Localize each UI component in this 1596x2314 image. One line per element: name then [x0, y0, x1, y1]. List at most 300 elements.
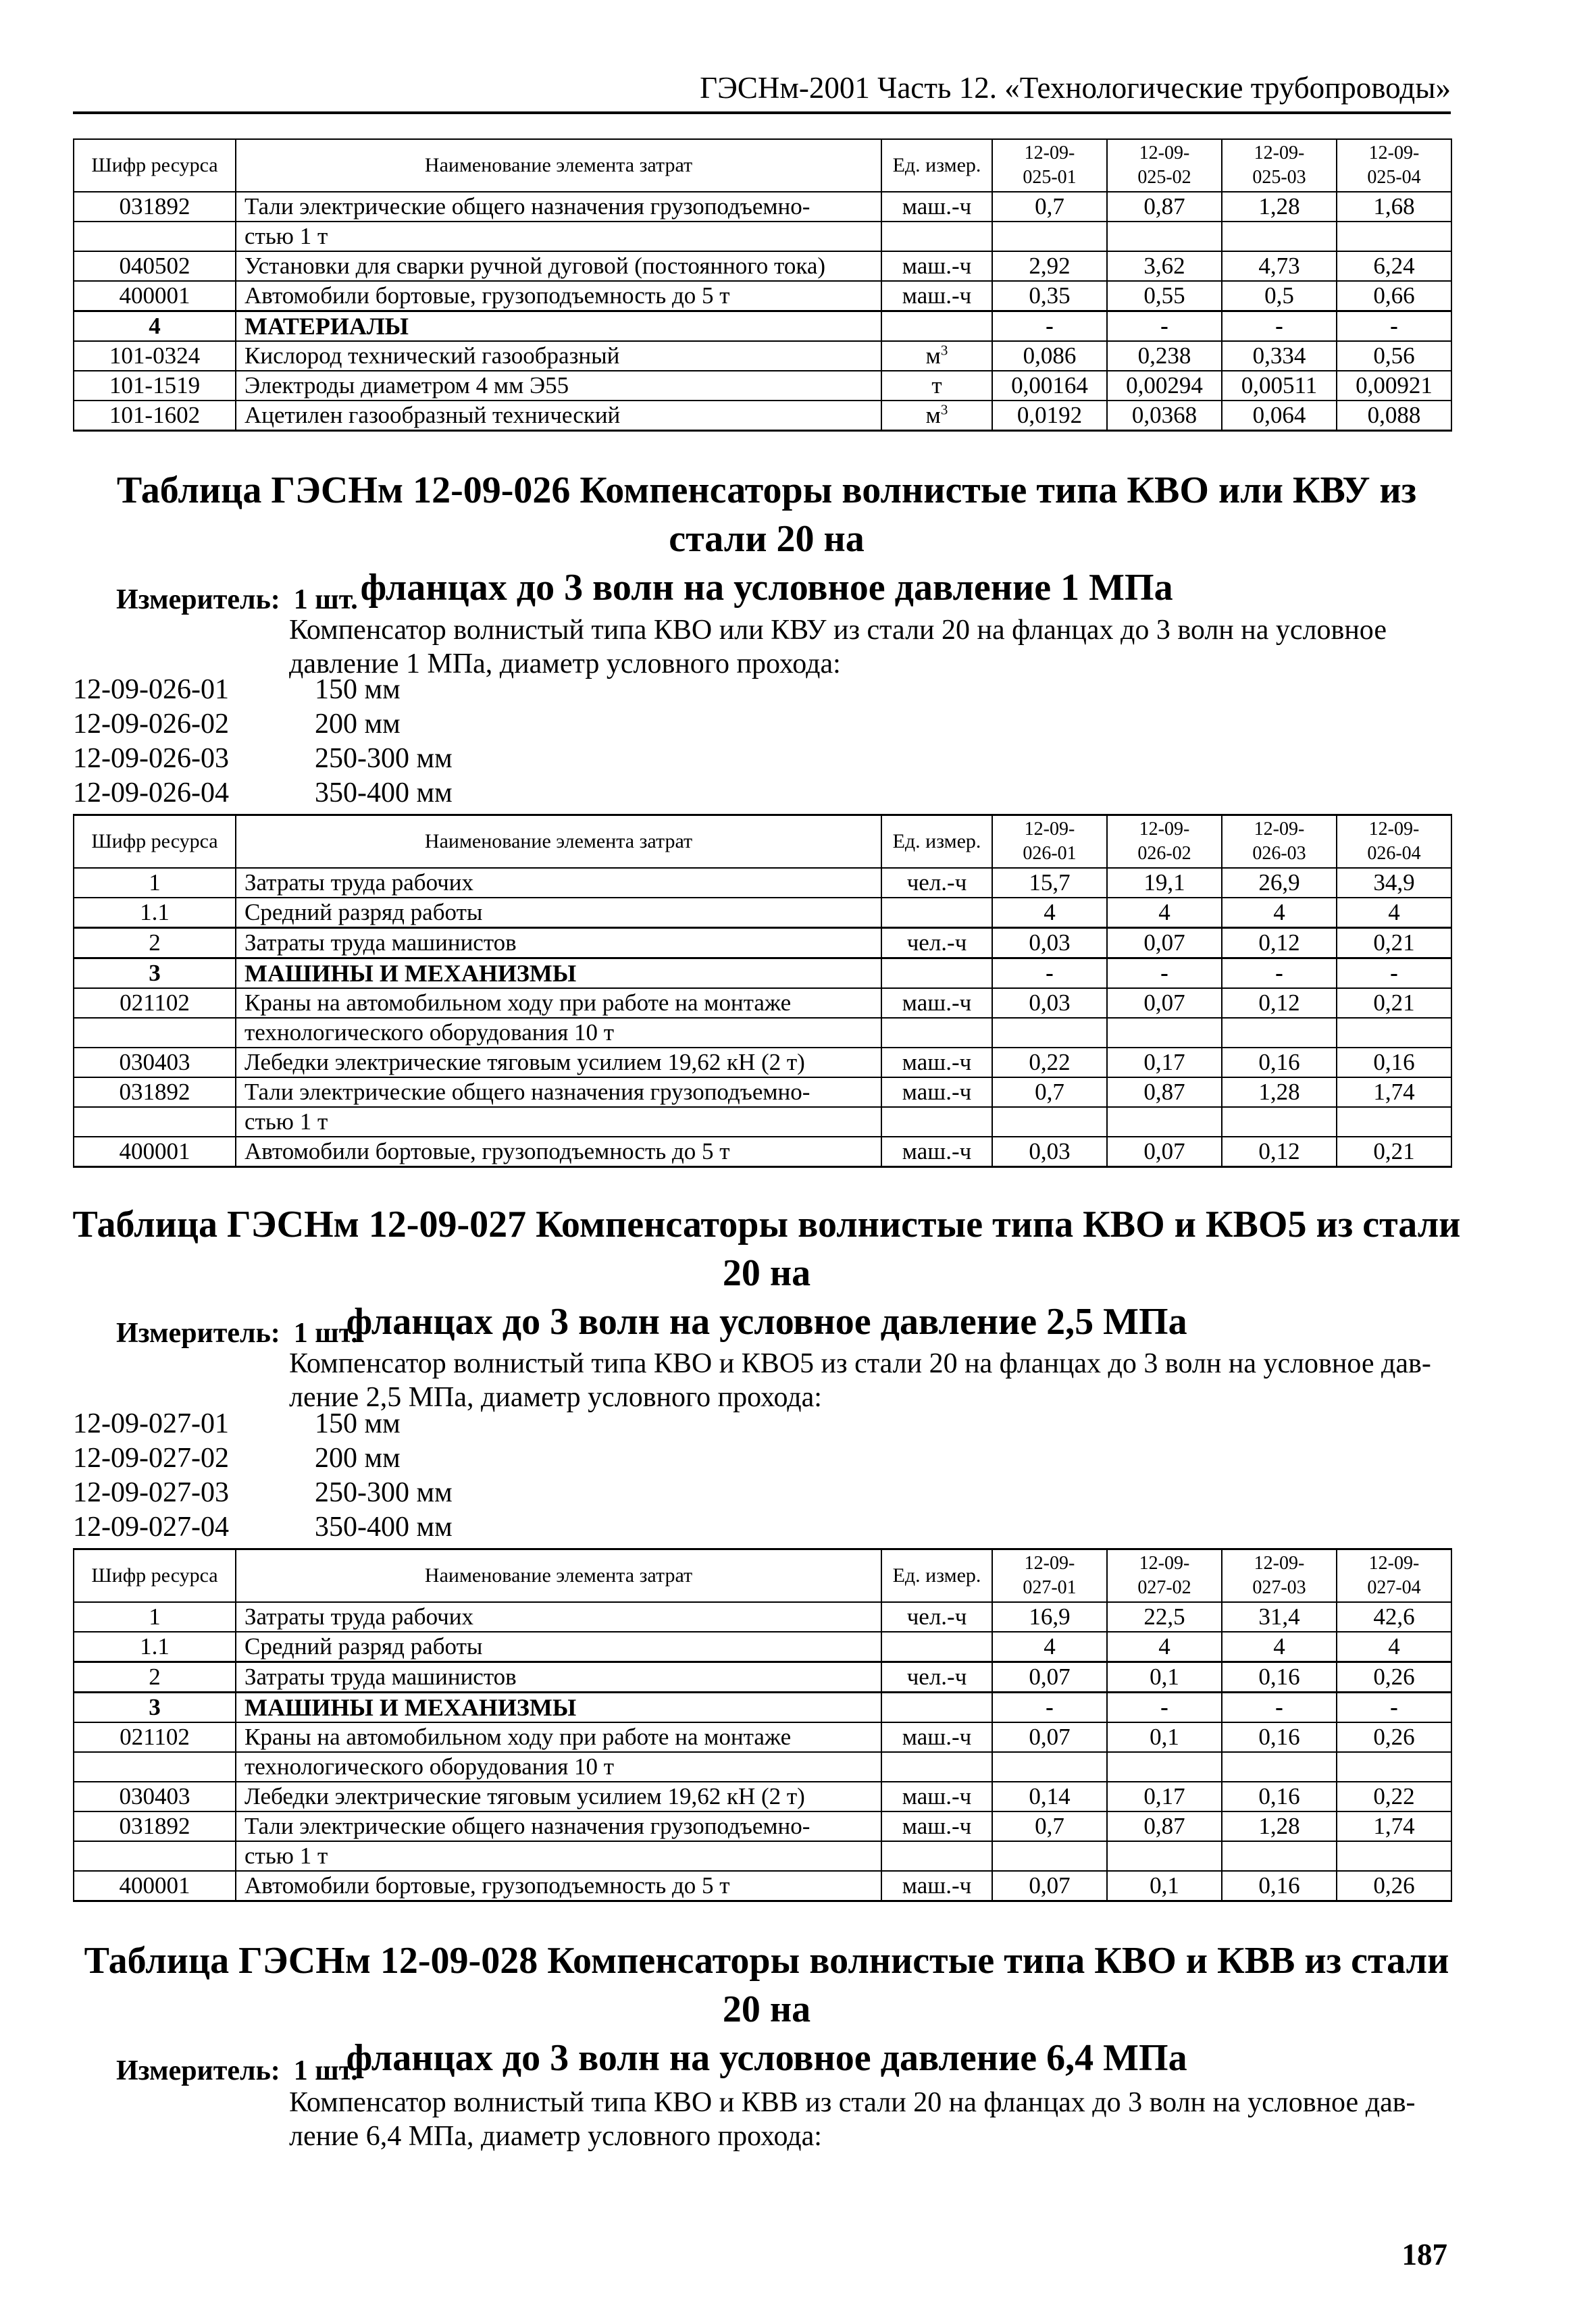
- value-cell: 0,87: [1107, 1811, 1222, 1841]
- variant-row: [73, 1510, 453, 1545]
- col-header-code: Шифр ресурса: [74, 1549, 236, 1603]
- col-header-variant: 12-09- 026-01: [992, 815, 1107, 869]
- col-header-variant: 12-09- 027-01: [992, 1549, 1107, 1603]
- table-body: [74, 868, 1451, 1167]
- unit-cell: маш.-ч: [881, 1048, 992, 1077]
- table-row: [74, 1811, 1451, 1841]
- table-row: [74, 1841, 1451, 1871]
- unit-cell: маш.-ч: [881, 251, 992, 281]
- col-header-variant: 12-09- 027-02: [1107, 1549, 1222, 1603]
- value-cell: [1222, 1752, 1337, 1782]
- unit-cell: маш.-ч: [881, 281, 992, 311]
- description-line: ление 2,5 МПа, диаметр условного прохода:: [289, 1382, 822, 1413]
- variant-code: 12-09-027-02: [73, 1443, 229, 1474]
- value-cell: -: [1222, 958, 1337, 989]
- value-cell: [1337, 1841, 1451, 1871]
- variant-code: 12-09-026-04: [73, 777, 229, 808]
- col-header-code: Шифр ресурса: [74, 815, 236, 869]
- value-cell: -: [1337, 958, 1451, 989]
- value-cell: 0,03: [992, 928, 1107, 958]
- resource-name: Средний разряд работы: [236, 1632, 881, 1662]
- table-row: [74, 988, 1451, 1018]
- unit-cell: [881, 958, 992, 989]
- resource-code: 021102: [74, 988, 236, 1018]
- value-cell: 0,7: [992, 1811, 1107, 1841]
- value-cell: 4: [1222, 1632, 1337, 1662]
- table-row: [74, 1602, 1451, 1632]
- table-title-line: фланцах до 3 волн на условное давление 2,5 МПа: [346, 1301, 1187, 1343]
- variant-size: 200 мм: [315, 1443, 401, 1474]
- resource-code: 1.1: [74, 898, 236, 928]
- meter-label: Измеритель:: [116, 584, 280, 615]
- value-cell: [1107, 1752, 1222, 1782]
- value-cell: 0,1: [1107, 1662, 1222, 1693]
- value-cell: 4: [1107, 1632, 1222, 1662]
- resource-name: Установки для сварки ручной дуговой (постоянного тока): [236, 251, 881, 281]
- col-header-code: Шифр ресурса: [74, 139, 236, 192]
- table-body: [74, 192, 1451, 431]
- value-cell: 0,1: [1107, 1871, 1222, 1901]
- value-cell: [992, 1841, 1107, 1871]
- value-cell: 0,07: [992, 1871, 1107, 1901]
- value-cell: 0,086: [992, 341, 1107, 371]
- resource-name: Ацетилен газообразный технический: [236, 401, 881, 431]
- resource-table-026: [73, 814, 1452, 1168]
- value-cell: 0,03: [992, 1137, 1107, 1167]
- unit-cell: маш.-ч: [881, 1722, 992, 1752]
- resource-code: 1: [74, 1602, 236, 1632]
- variant-row: [73, 1441, 453, 1476]
- value-cell: 0,35: [992, 281, 1107, 311]
- table-row: [74, 1722, 1451, 1752]
- description-line: ление 6,4 МПа, диаметр условного прохода:: [289, 2121, 822, 2152]
- value-cell: 4: [1337, 1632, 1451, 1662]
- table-row: [74, 1632, 1451, 1662]
- variant-code: 12-09-027-01: [73, 1408, 229, 1439]
- value-cell: 0,21: [1337, 988, 1451, 1018]
- resource-name: Электроды диаметром 4 мм Э55: [236, 371, 881, 401]
- resource-code: 2: [74, 1662, 236, 1693]
- table-row: [74, 401, 1451, 431]
- value-cell: 0,00511: [1222, 371, 1337, 401]
- table-title-line: Таблица ГЭСНм 12-09-026 Компенсаторы волнистые типа КВО или КВУ из стали 20 на: [116, 469, 1417, 560]
- table-title-line: фланцах до 3 волн на условное давление 1 МПа: [360, 567, 1173, 609]
- resource-name: технологического оборудования 10 т: [236, 1018, 881, 1048]
- value-cell: 0,17: [1107, 1048, 1222, 1077]
- value-cell: [992, 222, 1107, 251]
- table-row: [74, 1137, 1451, 1167]
- value-cell: 0,064: [1222, 401, 1337, 431]
- value-cell: 1,28: [1222, 1077, 1337, 1107]
- table-body: [74, 1602, 1451, 1901]
- value-cell: 1,28: [1222, 192, 1337, 222]
- resource-code: 031892: [74, 1811, 236, 1841]
- variant-size: 150 мм: [315, 674, 401, 705]
- unit-cell: [881, 341, 992, 371]
- table-header-row: [74, 1549, 1451, 1603]
- resource-code: 031892: [74, 1077, 236, 1107]
- unit-cell: маш.-ч: [881, 1782, 992, 1811]
- value-cell: 0,12: [1222, 928, 1337, 958]
- resource-name: стью 1 т: [236, 222, 881, 251]
- table-row: [74, 928, 1451, 958]
- value-cell: 0,7: [992, 192, 1107, 222]
- table-title-line: Таблица ГЭСНм 12-09-027 Компенсаторы волнистые типа КВО и КВО5 из стали 20 на: [72, 1204, 1461, 1294]
- value-cell: 0,5: [1222, 281, 1337, 311]
- resource-code: 3: [74, 1693, 236, 1723]
- resource-code: 021102: [74, 1722, 236, 1752]
- resource-code: 2: [74, 928, 236, 958]
- resource-code: [74, 1841, 236, 1871]
- col-header-unit: Ед. измер.: [881, 1549, 992, 1603]
- value-cell: 1,74: [1337, 1077, 1451, 1107]
- unit-text: м: [925, 402, 941, 428]
- value-cell: 42,6: [1337, 1602, 1451, 1632]
- resource-name: МАТЕРИАЛЫ: [236, 311, 881, 342]
- value-cell: 0,1: [1107, 1722, 1222, 1752]
- resource-code: [74, 1107, 236, 1137]
- table-row: [74, 958, 1451, 989]
- resource-code: 400001: [74, 1137, 236, 1167]
- variant-row: [73, 742, 453, 776]
- value-cell: 4: [992, 898, 1107, 928]
- table-title-line: Таблица ГЭСНм 12-09-028 Компенсаторы волнистые типа КВО и КВВ из стали 20 на: [84, 1940, 1449, 2030]
- resource-code: 030403: [74, 1048, 236, 1077]
- resource-name: Тали электрические общего назначения грузоподъемно-: [236, 192, 881, 222]
- table-row: [74, 341, 1451, 371]
- value-cell: [1107, 1107, 1222, 1137]
- resource-code: 1: [74, 868, 236, 898]
- value-cell: 0,07: [1107, 1137, 1222, 1167]
- table-header-row: [74, 815, 1451, 869]
- value-cell: [1337, 222, 1451, 251]
- variant-row: [73, 1476, 453, 1510]
- unit-cell: маш.-ч: [881, 1811, 992, 1841]
- value-cell: -: [1222, 1693, 1337, 1723]
- value-cell: [992, 1107, 1107, 1137]
- unit-cell: [881, 311, 992, 342]
- value-cell: 0,21: [1337, 1137, 1451, 1167]
- resource-name: Тали электрические общего назначения грузоподъемно-: [236, 1077, 881, 1107]
- col-header-variant: 12-09- 025-02: [1107, 139, 1222, 192]
- value-cell: [1337, 1752, 1451, 1782]
- table-row: [74, 1107, 1451, 1137]
- value-cell: 0,16: [1337, 1048, 1451, 1077]
- unit-cell: чел.-ч: [881, 1602, 992, 1632]
- unit-cell: [881, 1632, 992, 1662]
- table-row: [74, 192, 1451, 222]
- value-cell: 0,088: [1337, 401, 1451, 431]
- col-header-name: Наименование элемента затрат: [236, 815, 881, 869]
- value-cell: 0,16: [1222, 1722, 1337, 1752]
- value-cell: -: [1222, 311, 1337, 342]
- resource-code: 031892: [74, 192, 236, 222]
- meter-value: 1 шт.: [293, 1318, 358, 1349]
- value-cell: 0,334: [1222, 341, 1337, 371]
- value-cell: 0,0192: [992, 401, 1107, 431]
- col-header-variant: 12-09- 027-03: [1222, 1549, 1337, 1603]
- value-cell: [1337, 1107, 1451, 1137]
- value-cell: 19,1: [1107, 868, 1222, 898]
- value-cell: -: [1337, 311, 1451, 342]
- value-cell: 0,00164: [992, 371, 1107, 401]
- value-cell: -: [992, 1693, 1107, 1723]
- description-line: давление 1 МПа, диаметр условного прохода:: [289, 648, 841, 679]
- value-cell: 4: [1337, 898, 1451, 928]
- value-cell: 4: [1222, 898, 1337, 928]
- description-027: [289, 1347, 1445, 1414]
- value-cell: 34,9: [1337, 868, 1451, 898]
- variant-size: 250-300 мм: [315, 1477, 453, 1508]
- value-cell: [1222, 1018, 1337, 1048]
- resource-name: Автомобили бортовые, грузоподъемность до 5 т: [236, 1137, 881, 1167]
- value-cell: -: [1337, 1693, 1451, 1723]
- resource-table-025: [73, 138, 1452, 432]
- resource-name: стью 1 т: [236, 1841, 881, 1871]
- table-row: [74, 311, 1451, 342]
- resource-code: 1.1: [74, 1632, 236, 1662]
- resource-name: технологического оборудования 10 т: [236, 1752, 881, 1782]
- resource-name: Лебедки электрические тяговым усилием 19,62 кН (2 т): [236, 1782, 881, 1811]
- col-header-name: Наименование элемента затрат: [236, 139, 881, 192]
- variant-code: 12-09-027-04: [73, 1512, 229, 1543]
- resource-name: МАШИНЫ И МЕХАНИЗМЫ: [236, 958, 881, 989]
- unit-cell: [881, 401, 992, 431]
- resource-name: Тали электрические общего назначения грузоподъемно-: [236, 1811, 881, 1841]
- table-header-row: [74, 139, 1451, 192]
- unit-cell: чел.-ч: [881, 1662, 992, 1693]
- col-header-unit: Ед. измер.: [881, 815, 992, 869]
- value-cell: 15,7: [992, 868, 1107, 898]
- resource-name: Краны на автомобильном ходу при работе на монтаже: [236, 988, 881, 1018]
- value-cell: [992, 1752, 1107, 1782]
- value-cell: -: [1107, 311, 1222, 342]
- value-cell: -: [1107, 958, 1222, 989]
- resource-name: Затраты труда машинистов: [236, 1662, 881, 1693]
- running-header: ГЭСНм-2001 Часть 12. «Технологические трубопроводы»: [700, 71, 1451, 105]
- value-cell: 0,21: [1337, 928, 1451, 958]
- col-header-variant: 12-09- 027-04: [1337, 1549, 1451, 1603]
- value-cell: 0,26: [1337, 1871, 1451, 1901]
- table-row: [74, 1048, 1451, 1077]
- table-row: [74, 1782, 1451, 1811]
- value-cell: [992, 1018, 1107, 1048]
- unit-cell: [881, 1018, 992, 1048]
- table-row: [74, 1077, 1451, 1107]
- variant-code: 12-09-026-03: [73, 743, 229, 774]
- col-header-variant: 12-09- 025-03: [1222, 139, 1337, 192]
- table-row: [74, 1752, 1451, 1782]
- meter-label: Измеритель:: [116, 2055, 280, 2086]
- description-026: [289, 613, 1445, 681]
- meter-value: 1 шт.: [293, 2055, 358, 2086]
- value-cell: 16,9: [992, 1602, 1107, 1632]
- table-row: [74, 868, 1451, 898]
- resource-name: Краны на автомобильном ходу при работе на монтаже: [236, 1722, 881, 1752]
- value-cell: 0,56: [1337, 341, 1451, 371]
- col-header-variant: 12-09- 026-04: [1337, 815, 1451, 869]
- table-title-line: фланцах до 3 волн на условное давление 6,4 МПа: [346, 2037, 1187, 2079]
- value-cell: 0,07: [1107, 928, 1222, 958]
- unit-cell: маш.-ч: [881, 192, 992, 222]
- resource-name: Средний разряд работы: [236, 898, 881, 928]
- value-cell: 0,87: [1107, 1077, 1222, 1107]
- table-row: [74, 1018, 1451, 1048]
- meter-value: 1 шт.: [293, 584, 358, 615]
- resource-code: [74, 222, 236, 251]
- value-cell: 0,87: [1107, 192, 1222, 222]
- variant-row: [73, 776, 453, 811]
- value-cell: [1337, 1018, 1451, 1048]
- resource-name: Лебедки электрические тяговым усилием 19,62 кН (2 т): [236, 1048, 881, 1077]
- value-cell: 31,4: [1222, 1602, 1337, 1632]
- value-cell: 0,03: [992, 988, 1107, 1018]
- value-cell: 0,66: [1337, 281, 1451, 311]
- value-cell: [1107, 222, 1222, 251]
- value-cell: 0,22: [1337, 1782, 1451, 1811]
- value-cell: -: [992, 311, 1107, 342]
- resource-code: 4: [74, 311, 236, 342]
- value-cell: -: [992, 958, 1107, 989]
- value-cell: 0,14: [992, 1782, 1107, 1811]
- meter-label: Измеритель:: [116, 1318, 280, 1349]
- unit-cell: [881, 898, 992, 928]
- unit-cell: маш.-ч: [881, 1077, 992, 1107]
- unit-cell: маш.-ч: [881, 1137, 992, 1167]
- description-line: Компенсатор волнистый типа КВО и КВВ из стали 20 на фланцах до 3 волн на условное дав-: [289, 2087, 1416, 2118]
- value-cell: [1222, 222, 1337, 251]
- col-header-name: Наименование элемента затрат: [236, 1549, 881, 1603]
- value-cell: 26,9: [1222, 868, 1337, 898]
- table-row: [74, 898, 1451, 928]
- value-cell: 0,16: [1222, 1048, 1337, 1077]
- table-row: [74, 1662, 1451, 1693]
- unit-cell: [881, 1107, 992, 1137]
- resource-code: 030403: [74, 1782, 236, 1811]
- resource-code: 400001: [74, 1871, 236, 1901]
- value-cell: 0,238: [1107, 341, 1222, 371]
- variant-code: 12-09-027-03: [73, 1477, 229, 1508]
- resource-code: 101-1519: [74, 371, 236, 401]
- table-row: [74, 1871, 1451, 1901]
- value-cell: 2,92: [992, 251, 1107, 281]
- value-cell: 0,00294: [1107, 371, 1222, 401]
- resource-name: Автомобили бортовые, грузоподъемность до 5 т: [236, 1871, 881, 1901]
- value-cell: [1222, 1841, 1337, 1871]
- col-header-variant: 12-09- 026-02: [1107, 815, 1222, 869]
- resource-name: Затраты труда рабочих: [236, 868, 881, 898]
- value-cell: 0,07: [1107, 988, 1222, 1018]
- unit-cell: [881, 222, 992, 251]
- unit-cell: [881, 1693, 992, 1723]
- unit-text: м: [925, 342, 941, 369]
- value-cell: 0,12: [1222, 988, 1337, 1018]
- resource-name: Кислород технический газообразный: [236, 341, 881, 371]
- variant-size: 350-400 мм: [315, 777, 453, 808]
- resource-code: 101-1602: [74, 401, 236, 431]
- unit-cell: [881, 1841, 992, 1871]
- value-cell: 0,55: [1107, 281, 1222, 311]
- resource-table-027: [73, 1548, 1452, 1902]
- value-cell: 0,22: [992, 1048, 1107, 1077]
- value-cell: 0,26: [1337, 1662, 1451, 1693]
- unit-cell: маш.-ч: [881, 988, 992, 1018]
- resource-name: Затраты труда машинистов: [236, 928, 881, 958]
- variant-code: 12-09-026-02: [73, 709, 229, 740]
- table-row: [74, 222, 1451, 251]
- unit-exponent: 3: [940, 342, 948, 359]
- table-row: [74, 251, 1451, 281]
- unit-cell: чел.-ч: [881, 928, 992, 958]
- value-cell: 6,24: [1337, 251, 1451, 281]
- col-header-variant: 12-09- 025-01: [992, 139, 1107, 192]
- value-cell: 1,28: [1222, 1811, 1337, 1841]
- resource-code: [74, 1018, 236, 1048]
- value-cell: 0,07: [992, 1662, 1107, 1693]
- variant-size: 250-300 мм: [315, 743, 453, 774]
- value-cell: 0,16: [1222, 1782, 1337, 1811]
- unit-cell: чел.-ч: [881, 868, 992, 898]
- value-cell: 22,5: [1107, 1602, 1222, 1632]
- value-cell: 0,26: [1337, 1722, 1451, 1752]
- table-row: [74, 371, 1451, 401]
- value-cell: 0,16: [1222, 1871, 1337, 1901]
- variant-row: [73, 707, 453, 742]
- value-cell: 0,0368: [1107, 401, 1222, 431]
- resource-code: 040502: [74, 251, 236, 281]
- value-cell: -: [1107, 1693, 1222, 1723]
- variant-size: 200 мм: [315, 709, 401, 740]
- variant-size: 150 мм: [315, 1408, 401, 1439]
- resource-code: 3: [74, 958, 236, 989]
- resource-name: Затраты труда рабочих: [236, 1602, 881, 1632]
- value-cell: 1,68: [1337, 192, 1451, 222]
- unit-cell: [881, 1752, 992, 1782]
- meter-line-028: [116, 2052, 358, 2090]
- resource-code: 101-0324: [74, 341, 236, 371]
- resource-name: Автомобили бортовые, грузоподъемность до 5 т: [236, 281, 881, 311]
- value-cell: 0,07: [992, 1722, 1107, 1752]
- resource-name: МАШИНЫ И МЕХАНИЗМЫ: [236, 1693, 881, 1723]
- value-cell: 4,73: [1222, 251, 1337, 281]
- value-cell: 0,7: [992, 1077, 1107, 1107]
- value-cell: 4: [992, 1632, 1107, 1662]
- value-cell: 1,74: [1337, 1811, 1451, 1841]
- description-028: [289, 2086, 1445, 2153]
- value-cell: 0,16: [1222, 1662, 1337, 1693]
- unit-cell: маш.-ч: [881, 1871, 992, 1901]
- col-header-variant: 12-09- 025-04: [1337, 139, 1451, 192]
- variant-size: 350-400 мм: [315, 1512, 453, 1543]
- variant-list-027: [73, 1407, 453, 1545]
- table-row: [74, 281, 1451, 311]
- description-line: Компенсатор волнистый типа КВО и КВО5 из стали 20 на фланцах до 3 волн на условное дав-: [289, 1348, 1431, 1379]
- table-row: [74, 1693, 1451, 1723]
- col-header-variant: 12-09- 026-03: [1222, 815, 1337, 869]
- header-rule: [73, 111, 1451, 114]
- unit-exponent: 3: [940, 401, 948, 418]
- variant-code: 12-09-026-01: [73, 674, 229, 705]
- resource-name: стью 1 т: [236, 1107, 881, 1137]
- variant-row: [73, 673, 453, 707]
- value-cell: [1222, 1107, 1337, 1137]
- value-cell: 0,00921: [1337, 371, 1451, 401]
- page-number: 187: [1401, 2238, 1447, 2271]
- variant-row: [73, 1407, 453, 1441]
- value-cell: 0,17: [1107, 1782, 1222, 1811]
- col-header-unit: Ед. измер.: [881, 139, 992, 192]
- unit-cell: т: [881, 371, 992, 401]
